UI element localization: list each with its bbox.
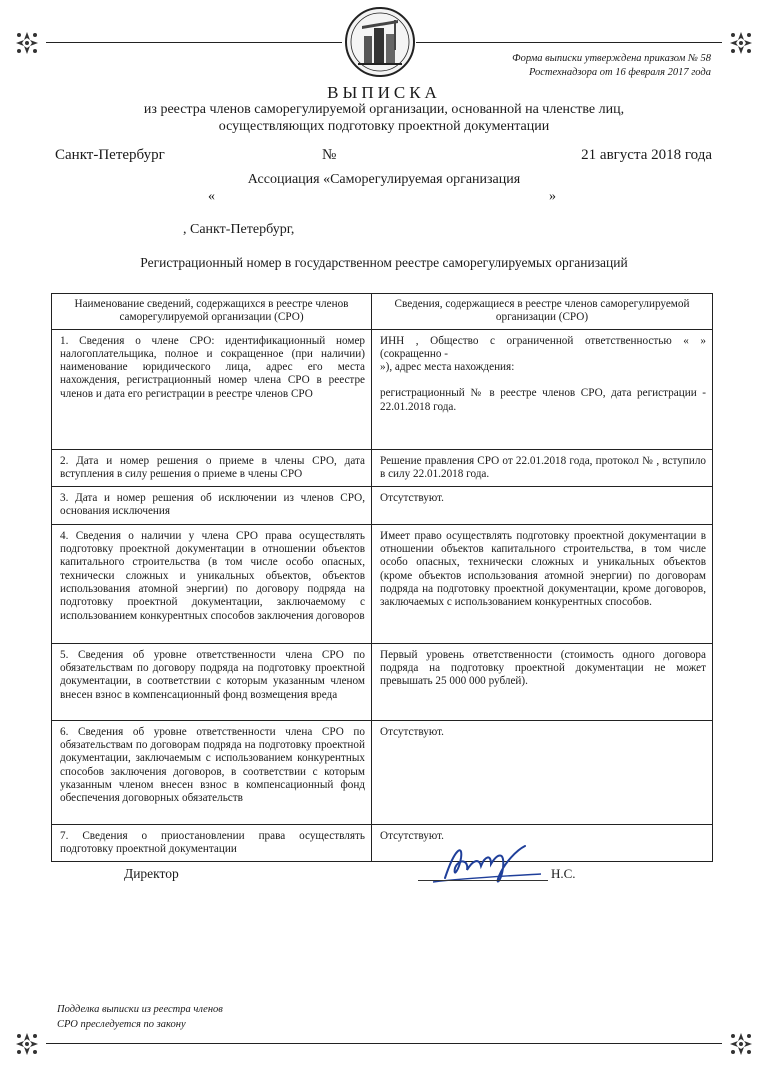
table-header-row	[52, 294, 713, 330]
signatory-initials: Н.С.	[551, 866, 576, 881]
document-title: ВЫПИСКА	[327, 83, 441, 102]
quote-open: «	[208, 189, 215, 204]
signature-line	[418, 880, 548, 881]
table-row	[52, 487, 713, 525]
table-row	[52, 720, 713, 824]
city: Санкт-Петербург	[55, 147, 165, 163]
table-row	[52, 329, 713, 449]
table-row	[52, 824, 713, 862]
table-cell: 2. Дата и номер решения о приеме в члены СРО, дата вступления в силу решения о приеме в члены СРО	[52, 449, 372, 487]
association-address: , Санкт-Петербург,	[183, 222, 295, 237]
emblem-icon	[344, 6, 416, 78]
table-cell: Первый уровень ответственности (стоимость одного договора подряда на подготовку проектной документации не может превышать 25 000 000 рублей).	[372, 643, 713, 720]
table-cell: 4. Сведения о наличии у члена СРО права осуществлять подготовку проектной документации в отношении объектов капитального строительства (в том числе особо опасных, технически сложных и уникальных объектов, объектов использования атомной энергии) по договору подряда на подготовку проектной документации, заключаемому с использованием конкурентных способов заключения договоров	[52, 524, 372, 643]
member-info-line: регистрационный № в реестре членов СРО, дата регистрации - 22.01.2018 года.	[380, 387, 706, 413]
form-note-line: Ростехнадзора от 16 февраля 2017 года	[528, 67, 711, 78]
top-border-right	[416, 42, 722, 43]
ornament-icon	[728, 30, 754, 56]
table-cell	[372, 329, 713, 449]
table-cell: Решение правления СРО от 22.01.2018 года, протокол № , вступило в силу 22.01.2018 года.	[372, 449, 713, 487]
document-date: 21 августа 2018 года	[581, 147, 712, 163]
table-cell: 5. Сведения об уровне ответственности члена СРО по обязательствам по договору подряда на подготовку проектной документации, в соответствии с которым указанным членом внесен взнос в компенсационный фонд возмещения вреда	[52, 643, 372, 720]
footer-line: Подделка выписки из реестра членов	[57, 1004, 223, 1015]
footer-line: СРО преследуется по закону	[57, 1019, 186, 1030]
table-row	[52, 524, 713, 643]
table-row	[52, 449, 713, 487]
table-cell: Имеет право осуществлять подготовку проектной документации в отношении объектов капитального строительства, в том числе особо опасных, технически сложных и уникальных объектов (кроме объектов использования атомной энергии) по договорам подряда на подготовку проектной документации, кроме договоров, заключаемых с использованием конкурентных способов.	[372, 524, 713, 643]
ornament-icon	[14, 1031, 40, 1057]
ornament-icon	[728, 1031, 754, 1057]
table-cell: 3. Дата и номер решения об исключении из членов СРО, основания исключения	[52, 487, 372, 525]
ornament-icon	[14, 30, 40, 56]
member-info-line: »), адрес места нахождения:	[380, 361, 515, 374]
member-info-line: ИНН , Общество с ограниченной ответственностью « » (сокращенно -	[380, 334, 706, 360]
bottom-border	[46, 1043, 722, 1044]
document-subtitle: из реестра членов саморегулируемой организации, основанной на членстве лиц,	[143, 102, 625, 117]
table-row	[52, 643, 713, 720]
form-approval-note	[512, 52, 711, 80]
registration-number-line: Регистрационный номер в государственном реестре саморегулируемых организаций	[140, 255, 628, 270]
table-cell: Отсутствуют.	[372, 487, 713, 525]
table-cell: Отсутствуют.	[372, 720, 713, 824]
top-border-left	[46, 42, 342, 43]
table-cell: 7. Сведения о приостановлении права осуществлять подготовку проектной документации	[52, 824, 372, 862]
quote-close: »	[549, 189, 556, 204]
association-name: Ассоциация «Саморегулируемая организация	[247, 172, 521, 187]
table-cell: Отсутствуют.	[372, 824, 713, 862]
forgery-warning	[57, 1002, 223, 1032]
table-header-cell: Наименование сведений, содержащихся в реестре членов саморегулируемой организации (СРО)	[52, 294, 372, 330]
table-cell: 6. Сведения об уровне ответственности члена СРО по обязательствам по договорам подряда на подготовку проектной документации, заключаемым с использованием конкурентных способов заключения договоров, в соответствии с которым указанным членом внесен взнос в компенсационный фонд обеспечения договорных обязательств	[52, 720, 372, 824]
table-header-cell: Сведения, содержащиеся в реестре членов саморегулируемой организации (СРО)	[372, 294, 713, 330]
signatory-position: Директор	[124, 866, 179, 881]
document-number: №	[322, 147, 337, 163]
document-subtitle: осуществляющих подготовку проектной документации	[218, 119, 550, 134]
register-extract-table	[51, 293, 713, 862]
table-cell: 1. Сведения о члене СРО: идентификационный номер налогоплательщика, полное и сокращенное (при наличии) наименование юридического лица, адрес его места нахождения, регистрационный номер члена СРО в реестре членов и дата его регистрации в реестре членов СРО	[52, 329, 372, 449]
form-note-line: Форма выписки утверждена приказом № 58	[512, 53, 711, 64]
signature-mark	[425, 838, 545, 890]
